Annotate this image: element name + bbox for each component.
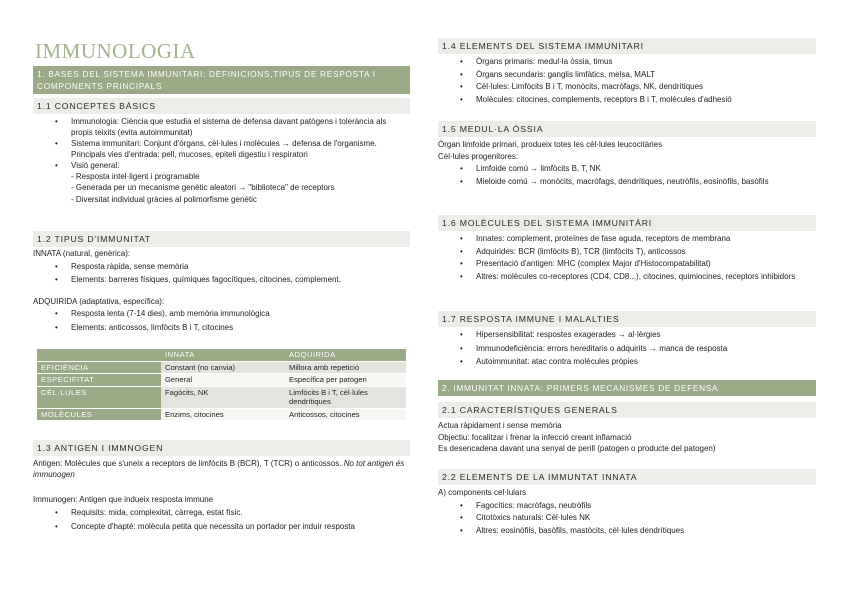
- feature-line: Objectiu: focalitzar i frenar la infecció creant inflamació: [438, 432, 632, 442]
- list-item: • Adquirides: BCR (limfòcits B), TCR (limfòcits T), anticossos: [438, 247, 816, 258]
- list-item: • Resposta ràpida, sense memòria: [33, 262, 410, 273]
- list-item: • Innates: complement, proteïnes de fase aguda, receptors de membrana: [438, 234, 816, 245]
- list-item: • Òrgans secundaris: ganglis limfàtics, melsa, MALT: [438, 70, 816, 81]
- table-cell: Anticossos, citocines: [285, 408, 406, 421]
- section-heading-1-1: 1.1 CONCEPTES BÀSICS: [33, 98, 410, 114]
- section-heading-2-1: 2.1 CARACTERÍSTIQUES GENERALS: [438, 402, 816, 418]
- list-item: • Elements: barreres físiques, químiques fagocítiques, citocines, complement.: [33, 275, 410, 286]
- list-item: • Hipersensibilitat: respostes exagerades → al·lèrgies: [438, 330, 816, 341]
- list-item: • Limfoide comú → limfòcits B, T, NK: [438, 164, 816, 175]
- innata-label: INNATA (natural, genèrica):: [33, 249, 131, 258]
- table-cell: Fagòcits, NK: [161, 386, 285, 408]
- innate-elements: [438, 488, 816, 536]
- antigen-section: [33, 459, 410, 533]
- adquirida-label: ADQUIRIDA (adaptativa, específica):: [33, 296, 165, 306]
- feature-line: Actua ràpidament i sense memòria: [438, 421, 562, 430]
- table-cell: Limfòcits B i T, cèl·lules dendrítiques: [285, 386, 406, 408]
- general-features: [438, 421, 816, 455]
- section-heading-1-2: 1.2 TIPUS D'IMMUNITAT: [33, 231, 410, 247]
- list-item: • Visió general:: [33, 161, 410, 172]
- row-header: ESPECIFITAT: [37, 374, 161, 387]
- list-item: • Altres: molècules co-receptores (CD4, CD8...), citocines, quimiocines, receptors inhibidors: [438, 272, 816, 283]
- list-item: - Resposta intel·ligent i programable: [71, 171, 200, 181]
- table-cell: Enzims, citocines: [161, 408, 285, 421]
- list-item: • Autoimmunitat: atac contra molècules pròpies: [438, 357, 816, 368]
- list-item: • Concepte d'hapté: molècula petita que necessita un portador per induir resposta: [33, 522, 410, 533]
- list-item: • Òrgans primaris: medul·la òssia, timus: [438, 57, 816, 68]
- molecules-list: [438, 234, 816, 282]
- section-heading-1-7: 1.7 RESPOSTA IMMUNE I MALALTIES: [438, 311, 816, 327]
- list-item: - Diversitat individual gràcies al polimorfisme genètic: [71, 194, 257, 204]
- table-cell: Constant (no canvia): [161, 361, 285, 374]
- feature-line: Es desencadena davant una senyal de perill (patogen o producte del patogen): [438, 444, 716, 453]
- table-cell: General: [161, 374, 285, 387]
- list-item: • Elements: anticossos, limfòcits B i T, citocines: [33, 323, 410, 334]
- section-heading-1-5: 1.5 MEDUL·LA ÒSSIA: [438, 121, 816, 137]
- section-heading-1-6: 1.6 MOLÈCULES DEL SISTEMA IMMUNITÀRI: [438, 215, 816, 231]
- diseases-list: [438, 330, 816, 368]
- antigen-note: No tot antigen és immunogen: [33, 459, 405, 479]
- antigen-definition: Antigen: Molècules que s'uneix a receptors de limfòcits B (BCR), T (TCR) o anticossos. No tot antigen és immunogen: [33, 459, 405, 479]
- row-header: MOLÈCULES: [37, 408, 161, 421]
- list-item: • Requisits: mida, complexitat, càrrega, estat físic.: [33, 508, 410, 519]
- table-row: [37, 386, 406, 408]
- progenitors-label: Cèl·lules progenitores:: [438, 151, 519, 161]
- list-item: • Molècules: citocines, complements, receptors B i T, molècules d'adhesió: [438, 95, 816, 106]
- table-header: [37, 349, 161, 361]
- immunogen-definition: Immunogen: Antigen que indueix resposta immune: [33, 495, 214, 504]
- list-item: • Mieloide comú → monòcits, macròfags, dendrítiques, neutròfils, eosinòfils, basòfils: [438, 177, 816, 188]
- list-item: • Immunologia: Ciència que estudia el sistema de defensa davant patògens i tolerància als propis teixits (evita autoimmunitat): [33, 117, 410, 138]
- table-row: [37, 361, 406, 374]
- section-band-2: 2. IMMUNITAT INNATA: PRIMERS MECANISMES DE DEFENSA: [438, 380, 816, 396]
- row-header: EFICIÈNCIA: [37, 361, 161, 374]
- concepts-list: [33, 117, 410, 205]
- immunity-types: [33, 249, 410, 333]
- section-band-1: 1. BASES DEL SISTEMA IMMUNITARI: DEFINICIONS,TIPUS DE RESPOSTA I COMPONENTS PRINCIPALS: [33, 66, 410, 94]
- list-item: • Cèl·lules: Limfòcits B i T, monòcits, macròfags, NK, dendrítiques: [438, 82, 816, 93]
- elements-list: [438, 57, 816, 105]
- table-header: ADQUIRIDA: [285, 349, 406, 361]
- section-heading-1-4: 1.4 ELEMENTS DEL SISTEMA IMMUNITARI: [438, 38, 816, 54]
- table-cell: Millora amb repetició: [285, 361, 406, 374]
- page-title: IMMUNOLOGIA: [35, 39, 196, 63]
- components-label: A) components cel·lulars: [438, 488, 527, 497]
- list-item: • Citotòxics naturals: Cèl·lules NK: [438, 513, 816, 524]
- section-heading-1-3: 1.3 ANTIGEN I IMMNOGEN: [33, 440, 410, 456]
- list-item: • Immunodeficiència: errors hereditaris o adquirits → manca de resposta: [438, 344, 816, 355]
- row-header: CÈL·LULES: [37, 386, 161, 408]
- table-row: [37, 374, 406, 387]
- list-item: • Altres: eosinòfils, basòfils, mastòcits, cèl·lules dendrítiques: [438, 526, 816, 537]
- list-item: • Presentació d'antigen: MHC (complex Major d'Histocompatabilitat): [438, 259, 816, 270]
- list-item: • Sistema immunitari: Conjunt d'òrgans, cèl·lules i molècules → defensa de l'organisme. Principals vies d'entrada: pell, mucoses, epiteli digestiu i respiratori: [33, 139, 410, 160]
- table-row: [37, 408, 406, 421]
- marrow-definition: Òrgan limfoide primari, produeix totes les cèl·lules leucocitàries: [438, 140, 663, 149]
- comparison-table: [37, 349, 406, 421]
- table-cell: Específica per patogen: [285, 374, 406, 387]
- list-item: - Generada per un mecanisme genètic aleatori → "biblioteca" de receptors: [71, 183, 335, 192]
- table-header: INNATA: [161, 349, 285, 361]
- section-heading-2-2: 2.2 ELEMENTS DE LA IMMUNTAT INNATA: [438, 469, 816, 485]
- list-item: • Resposta lenta (7-14 dies), amb memòria immunològica: [33, 309, 410, 320]
- list-item: • Fagocítics: macròfags, neutròfils: [438, 501, 816, 512]
- marrow-section: [438, 140, 816, 187]
